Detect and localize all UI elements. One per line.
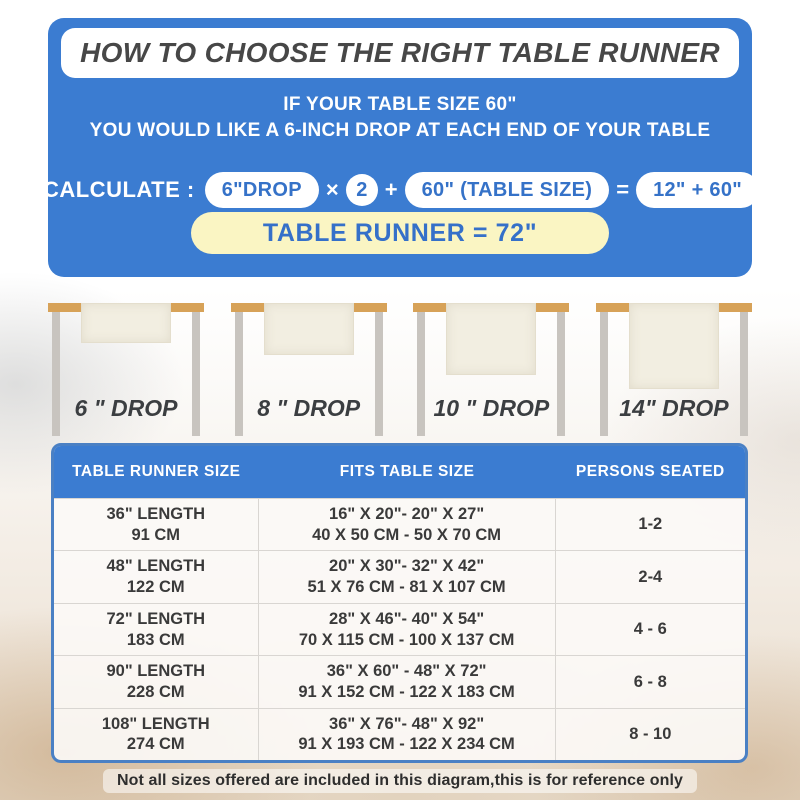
fits-size-cm: 70 X 115 CM - 100 X 137 CM	[298, 630, 515, 649]
page-title: HOW TO CHOOSE THE RIGHT TABLE RUNNER	[80, 37, 720, 68]
cell-runner-size	[54, 499, 259, 550]
table-figure-8in	[231, 303, 387, 438]
drop-examples-row	[48, 303, 752, 438]
runner-cloth	[264, 303, 354, 355]
fits-size-in: 36" X 76"- 48" X 92"	[329, 714, 485, 733]
runner-length-cm: 122 CM	[126, 578, 185, 597]
table-size-pill: 60" (TABLE SIZE)	[405, 172, 610, 208]
cell-persons: 1-2	[638, 515, 663, 534]
table-row	[54, 708, 745, 760]
fits-size-in: 36" X 60" - 48" X 72"	[326, 662, 487, 681]
cell-runner-size	[54, 656, 259, 707]
runner-length-cm: 228 CM	[126, 682, 185, 701]
runner-length-in: 48" LENGTH	[106, 557, 206, 576]
plus-sign: +	[384, 177, 398, 202]
cell-fits-table	[259, 709, 556, 760]
runner-length-cm: 183 CM	[126, 630, 185, 649]
disclaimer-note	[0, 769, 800, 793]
runner-length-cm: 274 CM	[126, 735, 185, 754]
drop-label: 8 " DROP	[257, 395, 361, 421]
multiply-sign: ×	[325, 177, 339, 202]
cell-fits-table	[259, 656, 556, 707]
fits-size-cm: 91 X 193 CM - 122 X 234 CM	[298, 735, 515, 754]
fits-size-in: 16" X 20"- 20" X 27"	[329, 505, 485, 524]
drop-label: 10 " DROP	[433, 395, 550, 421]
instruction-panel	[42, 18, 752, 277]
result-banner: TABLE RUNNER = 72"	[191, 212, 609, 254]
subtitle-line-2: YOU WOULD LIKE A 6-INCH DROP AT EACH END OF YOUR TABLE	[89, 120, 711, 141]
table-figure-6in	[48, 303, 204, 438]
fits-size-in: 28" X 46"- 40" X 54"	[329, 609, 485, 628]
cell-persons: 8 - 10	[629, 725, 672, 744]
cell-runner-size	[54, 551, 259, 602]
table-row	[54, 498, 745, 550]
cell-fits-table	[259, 551, 556, 602]
runner-length-in: 90" LENGTH	[106, 662, 206, 681]
runner-length-in: 72" LENGTH	[106, 609, 206, 628]
runner-cloth	[81, 303, 171, 343]
cell-runner-size	[54, 604, 259, 655]
fits-size-cm: 91 X 152 CM - 122 X 183 CM	[298, 682, 515, 701]
drop-label: 6 " DROP	[74, 395, 178, 421]
drop-label: 14" DROP	[619, 395, 729, 421]
column-header-fits-table: FITS TABLE SIZE	[339, 463, 475, 480]
fits-size-cm: 40 X 50 CM - 50 X 70 CM	[312, 525, 502, 544]
disclaimer-text: Not all sizes offered are included in this diagram,this is for reference only	[103, 769, 697, 793]
drop-pill: 6"DROP	[205, 172, 319, 208]
table-row	[54, 603, 745, 655]
subtitle-line-1: IF YOUR TABLE SIZE 60"	[283, 94, 517, 115]
fits-size-in: 20" X 30"- 32" X 42"	[329, 557, 485, 576]
runner-length-in: 36" LENGTH	[106, 505, 206, 524]
table-row	[54, 550, 745, 602]
calculate-label: CALCULATE :	[42, 177, 195, 202]
table-header-row	[54, 446, 745, 498]
runner-cloth	[629, 303, 719, 389]
cell-runner-size	[54, 709, 259, 760]
calculation-row	[42, 171, 744, 209]
cell-persons: 6 - 8	[633, 672, 667, 691]
size-reference-table	[51, 443, 748, 763]
equals-sign: =	[616, 177, 630, 202]
column-header-persons: PERSONS SEATED	[575, 463, 725, 480]
column-header-runner-size: TABLE RUNNER SIZE	[72, 463, 241, 480]
table-figure-10in	[413, 303, 569, 438]
cell-fits-table	[259, 499, 556, 550]
runner-length-in: 108" LENGTH	[101, 714, 210, 733]
fits-size-cm: 51 X 76 CM - 81 X 107 CM	[307, 578, 506, 597]
cell-persons: 2-4	[638, 567, 663, 586]
title-banner	[61, 28, 739, 78]
runner-length-cm: 91 CM	[131, 525, 181, 544]
multiplier-badge: 2	[346, 174, 378, 206]
sum-pill: 12" + 60"	[636, 172, 759, 208]
table-figure-14in	[596, 303, 752, 438]
runner-cloth	[446, 303, 536, 375]
table-row	[54, 655, 745, 707]
cell-fits-table	[259, 604, 556, 655]
cell-persons: 4 - 6	[633, 620, 667, 639]
